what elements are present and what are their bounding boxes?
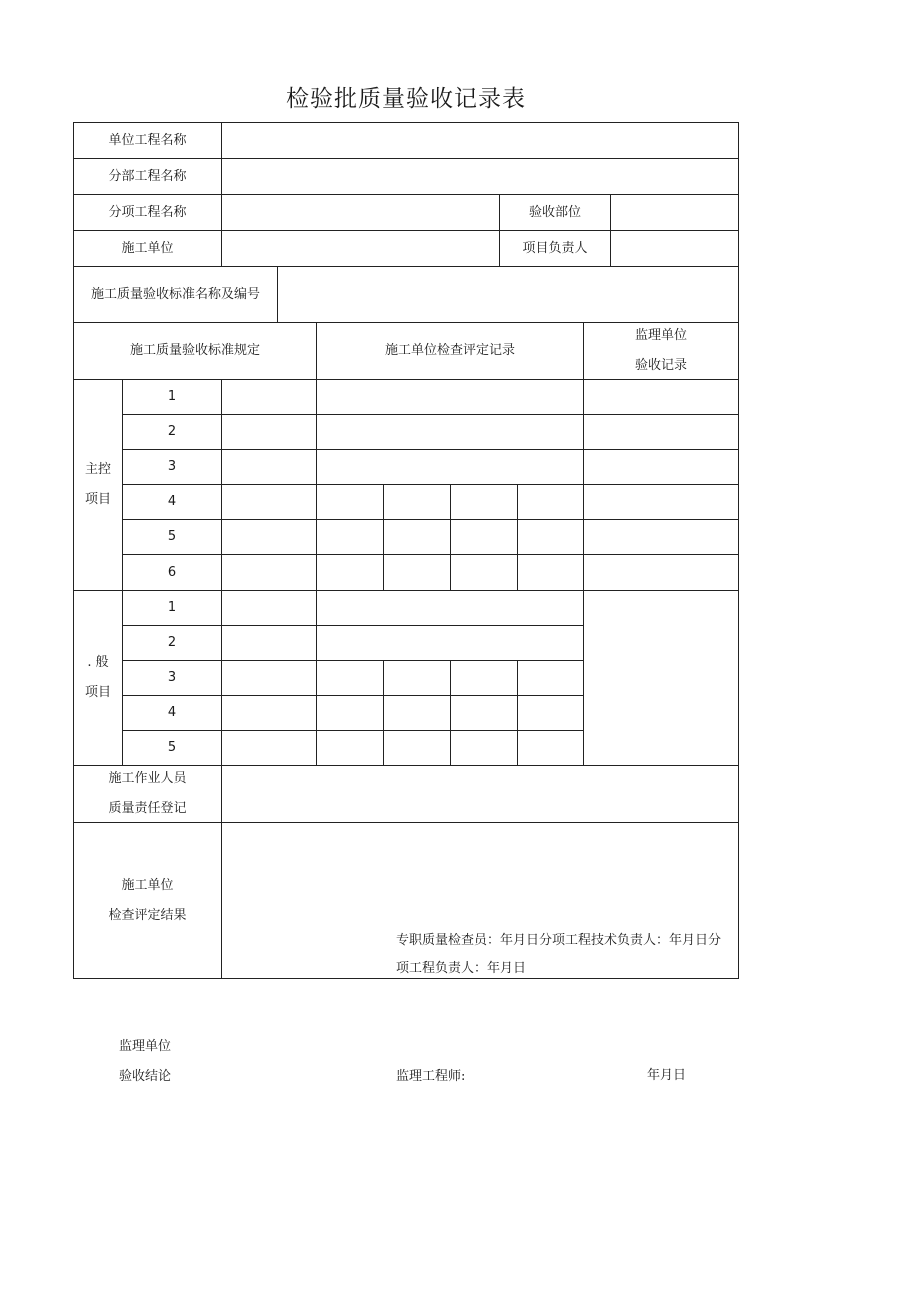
label-result-line2: 检查评定结果 <box>108 907 187 923</box>
main-item-check-6-col1[interactable] <box>316 554 384 591</box>
general-item-check-4-col1[interactable] <box>316 695 384 731</box>
main-item-check-4-col3[interactable] <box>450 484 518 520</box>
general-item-check-1[interactable] <box>316 590 584 626</box>
main-item-check-5-col1[interactable] <box>316 519 384 555</box>
main-item-number-1: 1 <box>122 379 222 415</box>
main-item-check-5-col3[interactable] <box>450 519 518 555</box>
label-subitem-project-name: 分项工程名称 <box>73 194 222 231</box>
main-item-check-5-col2[interactable] <box>383 519 451 555</box>
label-construction-unit: 施工单位 <box>73 230 222 267</box>
field-project-manager[interactable] <box>610 230 739 267</box>
general-item-check-5-col4[interactable] <box>517 730 584 766</box>
field-construction-unit[interactable] <box>221 230 500 267</box>
general-item-check-3-col1[interactable] <box>316 660 384 696</box>
main-item-check-4-col2[interactable] <box>383 484 451 520</box>
header-supervision-record-line2: 验收记录 <box>634 358 687 373</box>
main-item-check-3[interactable] <box>316 449 584 485</box>
general-item-number-1: 1 <box>122 590 222 626</box>
main-item-supervision-1[interactable] <box>583 379 739 415</box>
main-item-provision-6[interactable] <box>221 554 317 591</box>
signature-line1: 专职质量检查员：年月日分项工程技术负责人：年月日分 <box>396 933 722 948</box>
general-item-check-3-col3[interactable] <box>450 660 518 696</box>
general-item-provision-4[interactable] <box>221 695 317 731</box>
main-item-supervision-4[interactable] <box>583 484 739 520</box>
section-general <box>73 590 123 766</box>
section-main-control-line2: 项目 <box>84 492 111 507</box>
general-supervision-record[interactable] <box>583 590 739 766</box>
general-item-number-3: 3 <box>122 660 222 696</box>
main-item-check-1[interactable] <box>316 379 584 415</box>
general-item-check-5-col2[interactable] <box>383 730 451 766</box>
signature-block <box>396 927 741 983</box>
main-item-provision-1[interactable] <box>221 379 317 415</box>
supervision-engineer-label: 监理工程师: <box>396 1069 466 1084</box>
main-item-check-5-col4[interactable] <box>517 519 584 555</box>
main-item-supervision-5[interactable] <box>583 519 739 555</box>
section-general-line2: 项目 <box>84 685 111 700</box>
label-workers-line2: 质量责任登记 <box>108 801 187 816</box>
general-item-number-2: 2 <box>122 625 222 661</box>
page-title: 检验批质量验收记录表 <box>286 86 526 112</box>
label-workers-line1: 施工作业人员 <box>108 771 187 786</box>
supervision-conclusion-label <box>119 1032 171 1092</box>
section-general-line1: . 般 <box>87 655 109 670</box>
general-item-check-5-col1[interactable] <box>316 730 384 766</box>
general-item-provision-5[interactable] <box>221 730 317 766</box>
main-item-check-4-col4[interactable] <box>517 484 584 520</box>
supervision-date-label: 年月日 <box>647 1068 687 1083</box>
general-item-check-4-col2[interactable] <box>383 695 451 731</box>
general-item-check-4-col4[interactable] <box>517 695 584 731</box>
general-item-number-5: 5 <box>122 730 222 766</box>
main-item-number-4: 4 <box>122 484 222 520</box>
header-supervision-record <box>583 322 739 380</box>
main-item-provision-5[interactable] <box>221 519 317 555</box>
main-item-number-2: 2 <box>122 414 222 450</box>
main-item-check-6-col4[interactable] <box>517 554 584 591</box>
main-item-supervision-2[interactable] <box>583 414 739 450</box>
header-supervision-record-line1: 监理单位 <box>634 328 687 343</box>
label-inspection-location: 验收部位 <box>499 194 611 231</box>
main-item-supervision-3[interactable] <box>583 449 739 485</box>
field-division-project-name[interactable] <box>221 158 739 195</box>
label-division-project-name: 分部工程名称 <box>73 158 222 195</box>
field-inspection-location[interactable] <box>610 194 739 231</box>
general-item-check-3-col4[interactable] <box>517 660 584 696</box>
signature-line2: 项工程负责人：年月日 <box>396 961 527 976</box>
general-item-provision-3[interactable] <box>221 660 317 696</box>
general-item-check-3-col2[interactable] <box>383 660 451 696</box>
label-result-line1: 施工单位 <box>121 877 174 893</box>
general-item-number-4: 4 <box>122 695 222 731</box>
general-item-provision-2[interactable] <box>221 625 317 661</box>
main-item-provision-3[interactable] <box>221 449 317 485</box>
general-item-check-2[interactable] <box>316 625 584 661</box>
section-main-control-line1: 主控 <box>84 462 111 477</box>
general-item-check-4-col3[interactable] <box>450 695 518 731</box>
supervision-conclusion-line2: 验收结论 <box>119 1069 172 1084</box>
field-unit-project-name[interactable] <box>221 122 739 159</box>
main-item-number-3: 3 <box>122 449 222 485</box>
main-item-supervision-6[interactable] <box>583 554 739 591</box>
main-item-check-6-col2[interactable] <box>383 554 451 591</box>
general-item-check-5-col3[interactable] <box>450 730 518 766</box>
main-item-check-2[interactable] <box>316 414 584 450</box>
main-item-check-6-col3[interactable] <box>450 554 518 591</box>
main-item-provision-2[interactable] <box>221 414 317 450</box>
main-item-number-5: 5 <box>122 519 222 555</box>
general-item-provision-1[interactable] <box>221 590 317 626</box>
main-item-provision-4[interactable] <box>221 484 317 520</box>
label-construction-result <box>73 822 222 979</box>
main-item-check-4-col1[interactable] <box>316 484 384 520</box>
field-standard-name-number[interactable] <box>277 266 739 323</box>
label-unit-project-name: 单位工程名称 <box>73 122 222 159</box>
section-main-control <box>73 379 123 591</box>
header-construction-check-record: 施工单位检查评定记录 <box>316 322 584 380</box>
field-subitem-project-name[interactable] <box>221 194 500 231</box>
header-standard-provisions: 施工质量验收标准规定 <box>73 322 317 380</box>
label-workers-responsibility <box>73 765 222 823</box>
supervision-conclusion-line1: 监理单位 <box>119 1039 172 1054</box>
label-standard-name-number: 施工质量验收标准名称及编号 <box>73 266 278 323</box>
field-workers-responsibility[interactable] <box>221 765 739 823</box>
label-project-manager: 项目负责人 <box>499 230 611 267</box>
main-item-number-6: 6 <box>122 554 222 591</box>
